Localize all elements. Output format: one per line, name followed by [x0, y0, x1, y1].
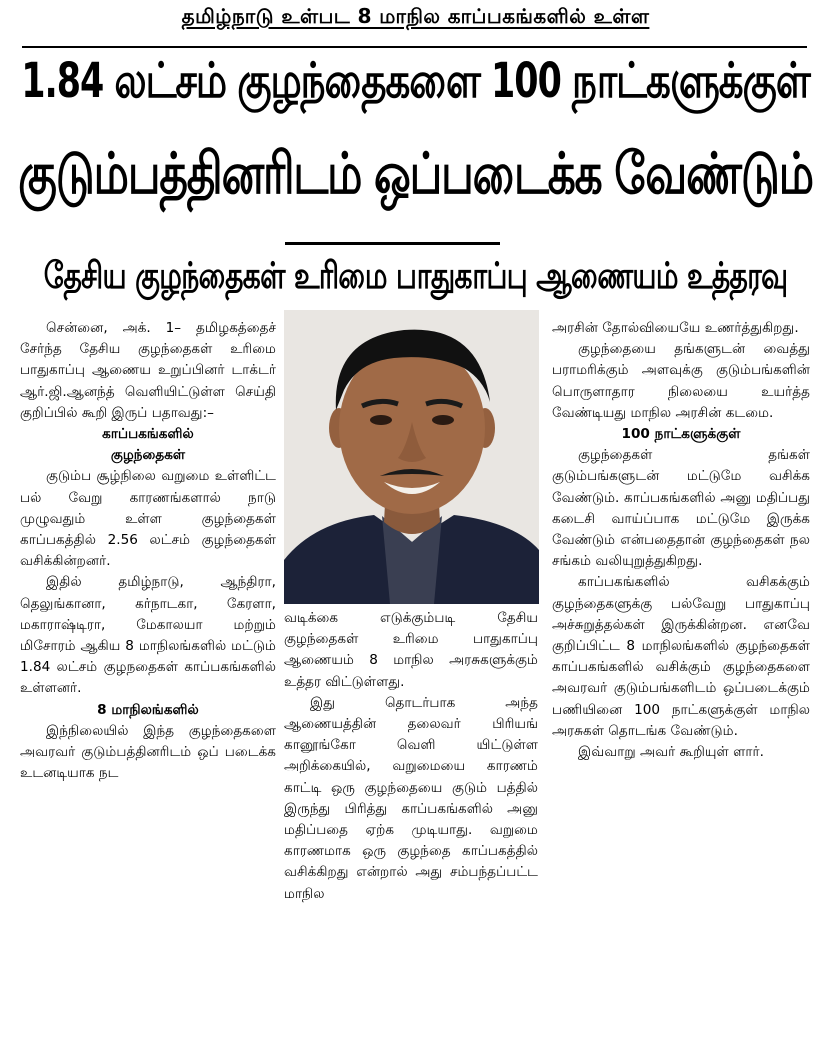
section-subheading: குழந்தைகள்	[110, 447, 186, 464]
section-subheading: 100 நாட்களுக்குள்	[621, 426, 741, 443]
paragraph: குழந்தைகள் தங்கள் குடும்பங்களுடன் மட்டுமே வசிக்க வேண்டும். காப்பகங்களில் அனு மதிப்பது கடைசி வாய்ப்பாக மட்டுமே இருக்க வேண்டும் என்பதைதான் குழந்தைகள் நல சங்கம் வலியுறுத்துகிறது.	[552, 447, 810, 570]
paragraph: இதில் தமிழ்நாடு, ஆந்திரா, தெலுங்கானா, கர்நாடகா, கேரளா, மகாராஷ்டிரா, மேகாலயா மற்றும் மிசோரம் ஆகிய 8 மாநிலங்களில் மட்டும் 1.84 லட்சம் குழநதைகள் காப்பகங்களில் உள்ளனர்.	[20, 574, 276, 697]
paragraph: குடும்ப சூழ்நிலை வறுமை உள்ளிட்ட பல் வேறு காரணங்களால் நாடு முழுவதும் உள்ள குழந்தைகள் காப்பகத்தில் 2.56 லட்சம் குழந்தைகள் வசிக்கின்றனர்.	[20, 468, 276, 570]
portrait-photo-icon	[284, 310, 539, 604]
kicker-headline: தமிழ்நாடு உள்பட 8 மாநில காப்பகங்களில் உள்ள	[181, 4, 650, 28]
paragraph: இது தொடர்பாக அந்த ஆணையத்தின் தலைவர் பிரியங் கானூங்கோ வெளி யிட்டுள்ள அறிக்கையில், வறுமையை காரணம் காட்டி ஒரு குழந்தையை குடும் பத்தில் இருந்து பிரித்து காப்பகங்களில் அனு மதிப்பதை ஏற்க முடியாது. வறுமை காரணமாக ஒரு குழந்தை காப்பகத்தில் வசிக்கிறது என்றால் அது சம்பந்தப்பட்ட மாநில	[284, 694, 538, 902]
article-column-1	[20, 318, 276, 784]
paragraph: இந்நிலையில் இந்த குழந்தைகளை அவரவர் குடும்பத்தினரிடம் ஒப் படைக்க உடனடியாக நட	[20, 722, 276, 782]
paragraph: சென்னை, அக். 1– தமிழகத்தைச் சேர்ந்த தேசிய குழந்தைகள் உரிமை பாதுகாப்பு ஆணைய உறுப்பினர் டாக்டர் ஆர்.ஜி.ஆனந்த் வெளியிட்டுள்ள செய்தி குறிப்பில் கூறி இருப் பதாவது:–	[20, 320, 276, 421]
section-subheading: 8 மாநிலங்களில்	[97, 701, 199, 718]
headline-divider	[285, 242, 500, 245]
paragraph: அரசின் தோல்வியையே உணர்த்துகிறது.	[552, 320, 799, 336]
article-column-3	[552, 318, 810, 763]
portrait-photo	[284, 310, 539, 604]
article-column-2	[284, 608, 538, 905]
main-headline-line-2: குடும்பத்தினரிடம் ஒப்படைக்க வேண்டும்	[18, 140, 813, 208]
subheadline: தேசிய குழந்தைகள் உரிமை பாதுகாப்பு ஆணையம் உத்தரவு	[43, 254, 788, 297]
paragraph: காப்பகங்களில் வசிகக்கும் குழந்தைகளுக்கு பல்வேறு பாதுகாப்பு அச்சுறுத்தல்கள் இருக்கின்றன. எனவே குறிப்பிட்ட 8 மாநிலங்களில் குழந்தைகள் காப்பகங்களில் வசிக்கும் குழந்தைகளை அவரவர் குடும்பங்களிடம் ஒப்படைக்கும் பணியினை 100 நாட்களுக்குள் மாநில அரசுகள் தொடங்க வேண்டும்.	[552, 574, 810, 739]
paragraph: குழந்தையை தங்களுடன் வைத்து பராமரிக்கும் அளவுக்கு குடும்பங்களின் பொருளாதார நிலையை உயர்த்த வேண்டியது மாநில அரசின் கடமை.	[552, 341, 810, 421]
paragraph: இவ்வாறு அவர் கூறியுள் ளார்.	[578, 744, 764, 761]
paragraph: வடிக்கை எடுக்கும்படி தேசிய குழந்தைகள் உரிமை பாதுகாப்பு ஆணையம் 8 மாநில அரசுகளுக்கும் உத்தர விட்டுள்ளது.	[284, 610, 538, 690]
main-headline-line-1: 1.84 லட்சம் குழந்தைகளை 100 நாட்களுக்குள்	[21, 53, 810, 110]
top-rule	[22, 46, 807, 48]
section-subheading: காப்பகங்களில்	[102, 426, 194, 443]
